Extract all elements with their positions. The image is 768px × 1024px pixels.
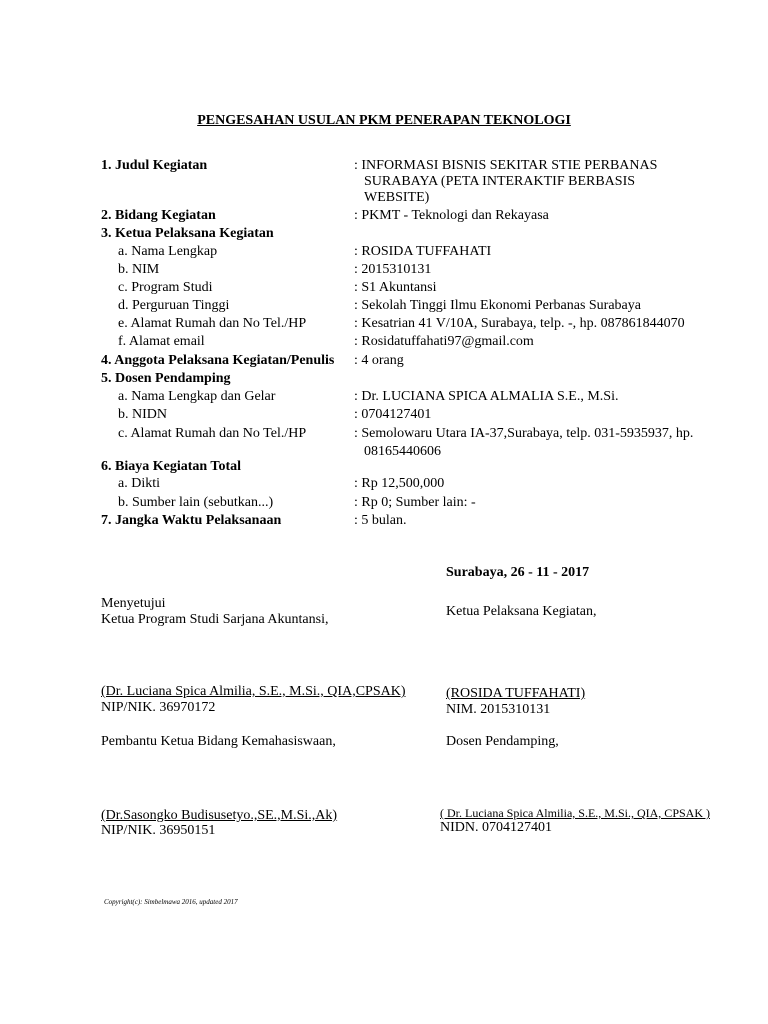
ketua-nama-label: a. Nama Lengkap bbox=[118, 244, 218, 259]
ketua-email-value: : Rosidatuffahati97@gmail.com bbox=[354, 334, 534, 349]
dosen-nidn-label: b. NIDN bbox=[118, 407, 167, 422]
ketua-sign-name: (ROSIDA TUFFAHATI) bbox=[446, 686, 586, 701]
judul-value-line1: : INFORMASI BISNIS SEKITAR STIE PERBANAS bbox=[354, 158, 658, 173]
dospem-sign-id: NIDN. 0704127401 bbox=[440, 820, 552, 835]
copyright-note: Copyright(c): Simbelmawa 2016, updated 2017 bbox=[104, 898, 238, 906]
ketua-nim-label: b. NIM bbox=[118, 262, 160, 277]
dosen-nama-value: : Dr. LUCIANA SPICA ALMALIA S.E., M.Si. bbox=[354, 389, 619, 404]
dosen-label: 5. Dosen Pendamping bbox=[101, 371, 231, 386]
pembantu-name: (Dr.Sasongko Budisusetyo.,SE.,M.Si.,Ak) bbox=[101, 808, 338, 823]
bidang-value: : PKMT - Teknologi dan Rekayasa bbox=[354, 208, 549, 223]
biaya-lain-label: b. Sumber lain (sebutkan...) bbox=[118, 495, 274, 510]
menyetujui-label: Menyetujui bbox=[101, 596, 166, 611]
dosen-nama-label: a. Nama Lengkap dan Gelar bbox=[118, 389, 276, 404]
ketua-prodi-label: c. Program Studi bbox=[118, 280, 213, 295]
anggota-label: 4. Anggota Pelaksana Kegiatan/Penulis bbox=[101, 353, 335, 368]
ketua-pt-value: : Sekolah Tinggi Ilmu Ekonomi Perbanas Surabaya bbox=[354, 298, 641, 313]
ketua-role: Ketua Pelaksana Kegiatan, bbox=[446, 604, 597, 619]
ketua-nim-value: : 2015310131 bbox=[354, 262, 432, 277]
kaprodi-id: NIP/NIK. 36970172 bbox=[101, 700, 216, 715]
dospem-role: Dosen Pendamping, bbox=[446, 734, 559, 749]
biaya-lain-value: : Rp 0; Sumber lain: - bbox=[354, 495, 476, 510]
ketua-label: 3. Ketua Pelaksana Kegiatan bbox=[101, 226, 274, 241]
page-title: PENGESAHAN USULAN PKM PENERAPAN TEKNOLOGI bbox=[197, 113, 571, 128]
ketua-nama-value: : ROSIDA TUFFAHATI bbox=[354, 244, 492, 259]
pembantu-role: Pembantu Ketua Bidang Kemahasiswaan, bbox=[101, 734, 336, 749]
ketua-email-label: f. Alamat email bbox=[118, 334, 205, 349]
ketua-prodi-value: : S1 Akuntansi bbox=[354, 280, 437, 295]
ketua-sign-id: NIM. 2015310131 bbox=[446, 702, 551, 717]
biaya-label: 6. Biaya Kegiatan Total bbox=[101, 459, 242, 474]
jangka-value: : 5 bulan. bbox=[354, 513, 407, 528]
judul-value-line3: WEBSITE) bbox=[364, 190, 430, 205]
bidang-label: 2. Bidang Kegiatan bbox=[101, 208, 216, 223]
dosen-alamat-label: c. Alamat Rumah dan No Tel./HP bbox=[118, 426, 307, 441]
judul-label: 1. Judul Kegiatan bbox=[101, 158, 208, 173]
kaprodi-name: (Dr. Luciana Spica Almilia, S.E., M.Si., QIA,CPSAK) bbox=[101, 684, 406, 699]
dosen-hp-value: 08165440606 bbox=[364, 444, 441, 459]
pembantu-id: NIP/NIK. 36950151 bbox=[101, 823, 216, 838]
judul-value-line2: SURABAYA (PETA INTERAKTIF BERBASIS bbox=[364, 174, 636, 189]
anggota-value: : 4 orang bbox=[354, 353, 404, 368]
place-date: Surabaya, 26 - 11 - 2017 bbox=[446, 565, 590, 580]
biaya-dikti-value: : Rp 12,500,000 bbox=[354, 476, 445, 491]
ketua-pt-label: d. Perguruan Tinggi bbox=[118, 298, 230, 313]
jangka-label: 7. Jangka Waktu Pelaksanaan bbox=[101, 513, 282, 528]
dosen-alamat-value: : Semolowaru Utara IA-37,Surabaya, telp. 031-5935937, hp. bbox=[354, 426, 694, 441]
ketua-alamat-label: e. Alamat Rumah dan No Tel./HP bbox=[118, 316, 307, 331]
dospem-sign-name: ( Dr. Luciana Spica Almilia, S.E., M.Si., QIA, CPSAK ) bbox=[440, 806, 710, 820]
ketua-alamat-value: : Kesatrian 41 V/10A, Surabaya, telp. -, hp. 087861844070 bbox=[354, 316, 685, 331]
biaya-dikti-label: a. Dikti bbox=[118, 476, 160, 491]
dosen-nidn-value: : 0704127401 bbox=[354, 407, 432, 422]
kaprodi-role: Ketua Program Studi Sarjana Akuntansi, bbox=[101, 612, 329, 627]
